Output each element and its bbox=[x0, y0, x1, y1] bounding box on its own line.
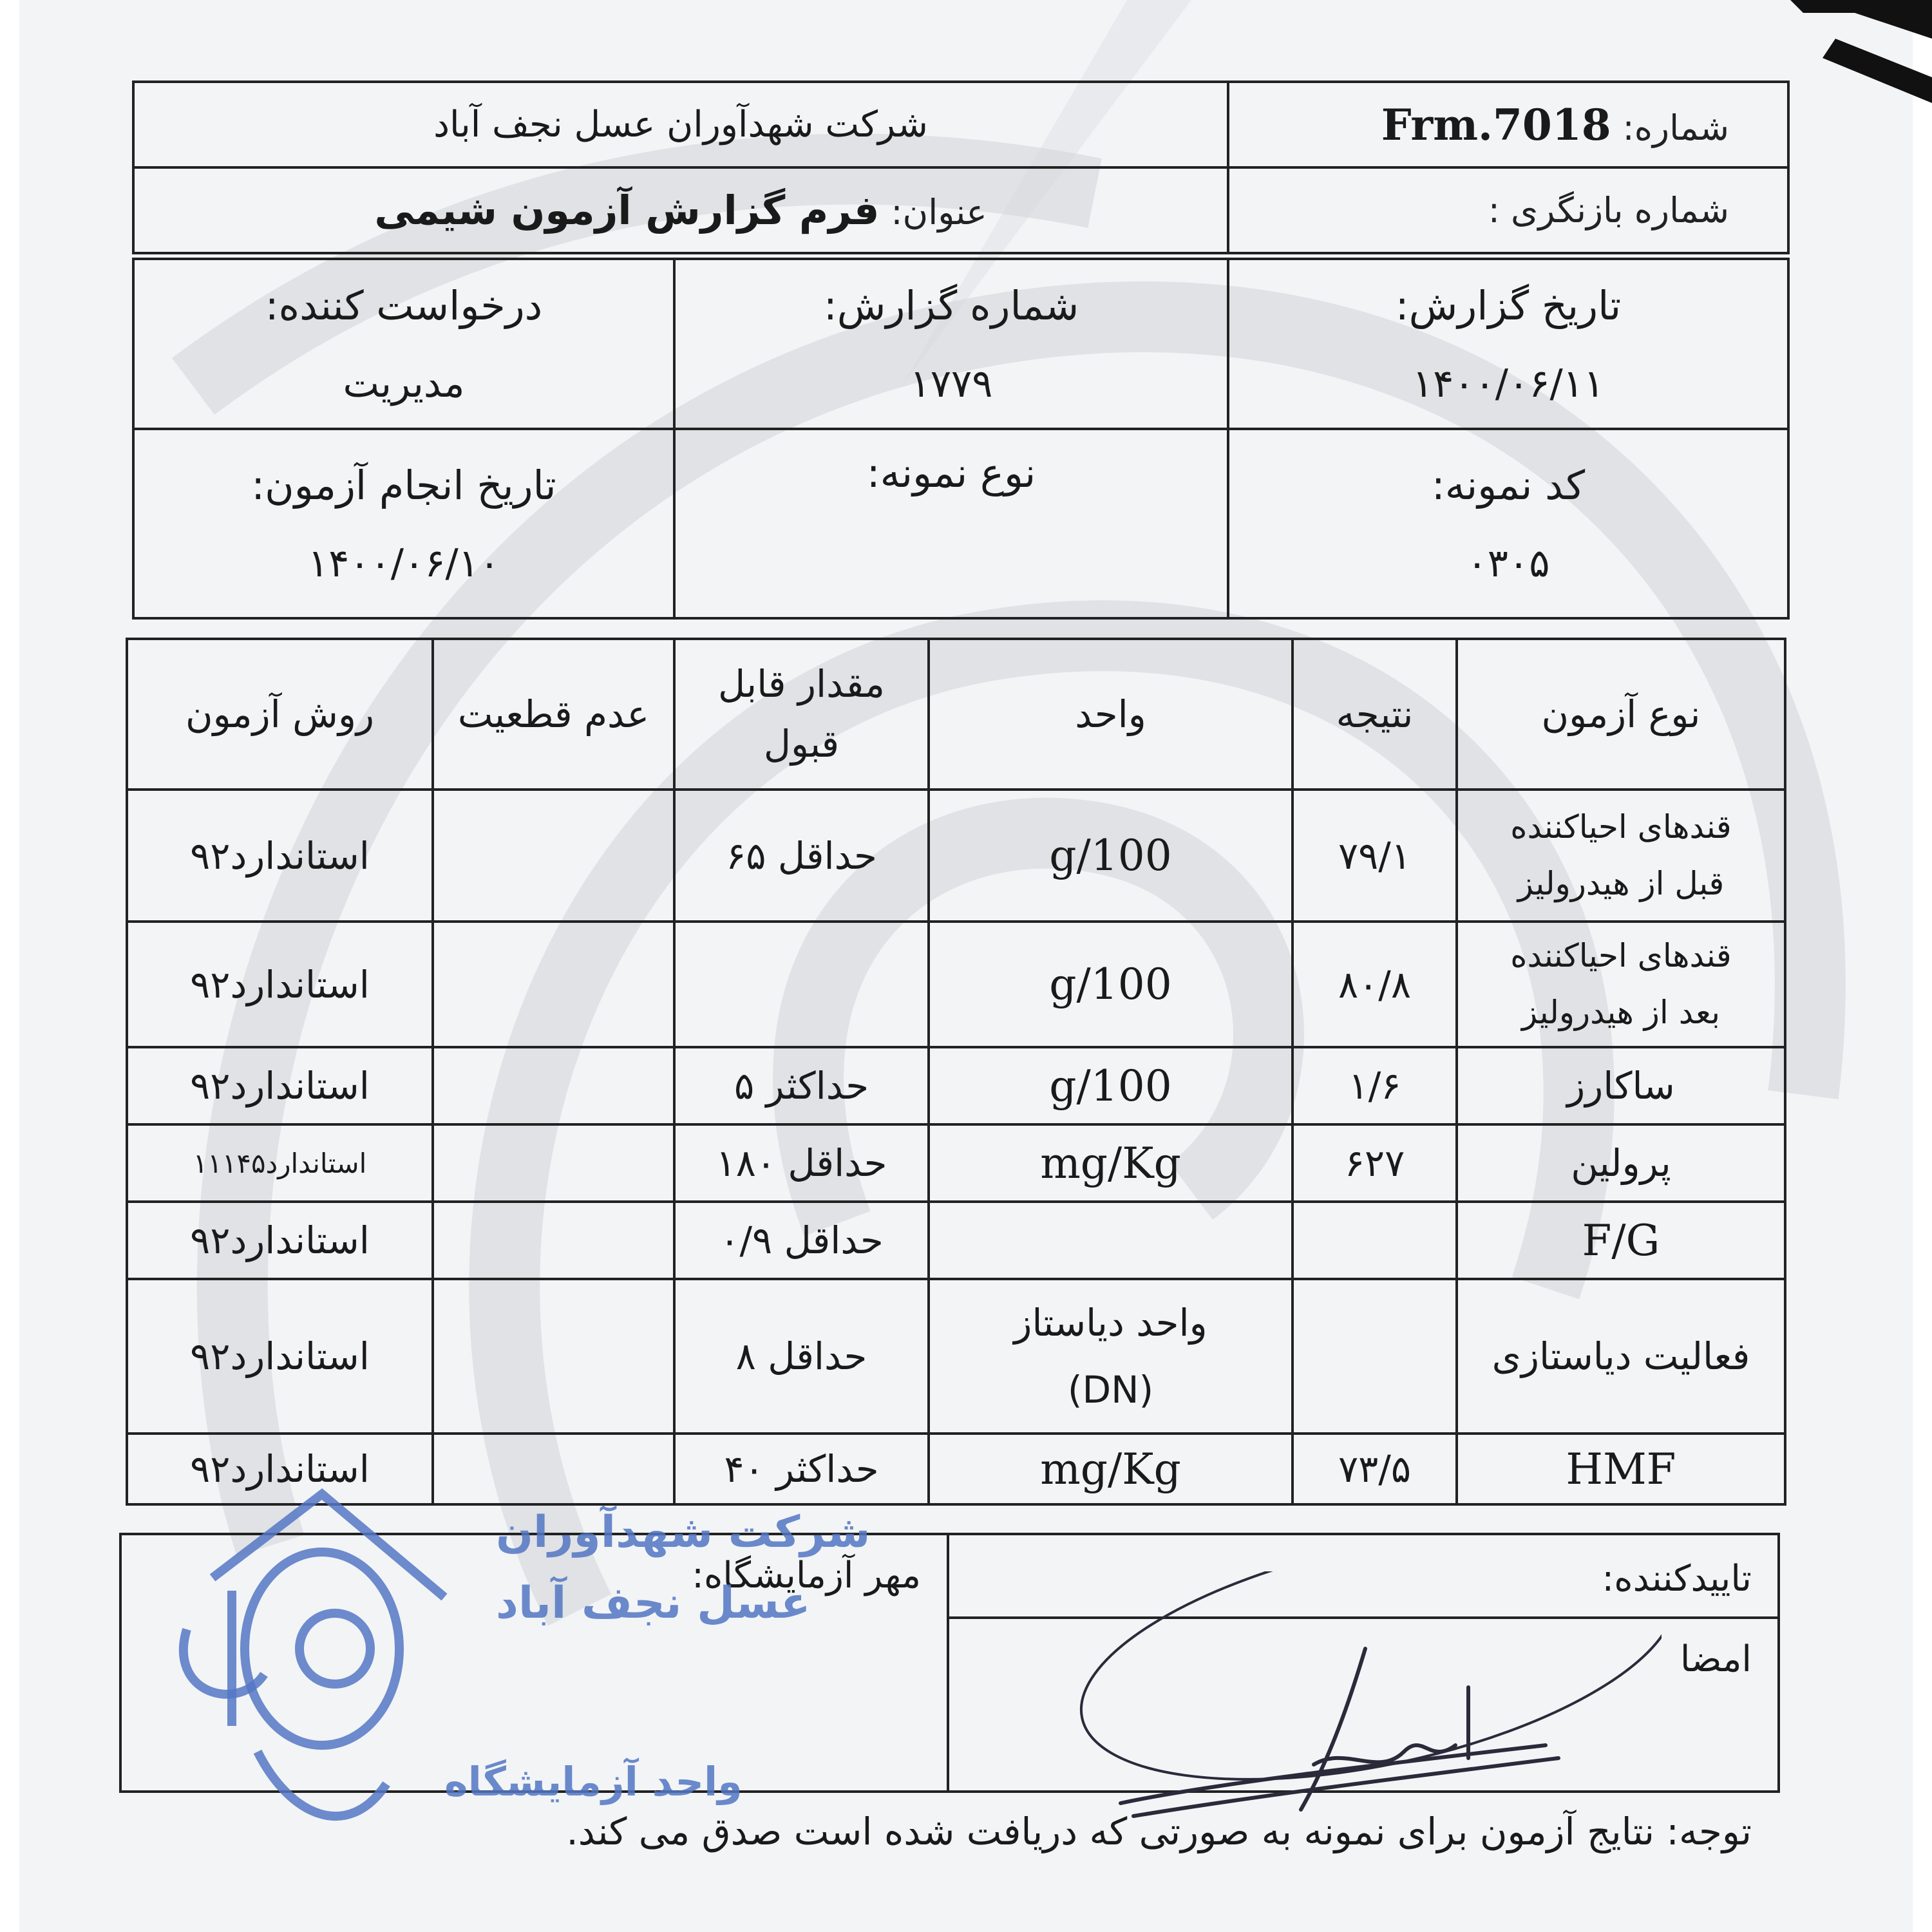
row-test: ساکارز bbox=[1457, 1047, 1785, 1124]
row-unit bbox=[929, 1202, 1293, 1279]
col-method: روش آزمون bbox=[127, 639, 433, 790]
report-date-label: تاریخ گزارش: bbox=[1395, 281, 1622, 329]
company-name: شرکت شهدآوران عسل نجف آباد bbox=[133, 82, 1228, 167]
row-test: قندهای احیاکننده بعد از هیدرولیز bbox=[1457, 922, 1785, 1047]
row-uncertainty bbox=[433, 1047, 674, 1124]
report-number-cell bbox=[674, 259, 1228, 429]
report-number-label: شماره گزارش: bbox=[823, 281, 1079, 329]
row-unit: mg/Kg bbox=[929, 1434, 1293, 1504]
row-test: F/G bbox=[1457, 1202, 1785, 1279]
table-row bbox=[127, 1279, 1785, 1434]
requester-label: درخواست کننده: bbox=[265, 281, 543, 329]
footer-note: توجه: نتایج آزمون برای نمونه به صورتی که دریافت شده است صدق می کند. bbox=[566, 1810, 1752, 1853]
row-unit: mg/Kg bbox=[929, 1124, 1293, 1202]
row-unit: g/100 bbox=[929, 790, 1293, 922]
row-acceptable: حداقل ۱۸۰ bbox=[674, 1124, 929, 1202]
row-acceptable: حداقل ۶۵ bbox=[674, 790, 929, 922]
row-acceptable bbox=[674, 922, 929, 1047]
row-result: ۱/۶ bbox=[1293, 1047, 1457, 1124]
form-title-label: عنوان: bbox=[891, 192, 987, 232]
row-method: استاندارد۱۱۱۴۵ bbox=[127, 1124, 433, 1202]
row-unit: g/100 bbox=[929, 922, 1293, 1047]
form-number-cell bbox=[1228, 82, 1788, 167]
row-result: ۶۲۷ bbox=[1293, 1124, 1457, 1202]
report-info-table bbox=[132, 258, 1790, 620]
results-header-row bbox=[127, 639, 1785, 790]
report-number-value: ۱۷۷۹ bbox=[909, 361, 993, 406]
sample-type-cell bbox=[674, 429, 1228, 618]
stamp-text-line3: واحد آزمایشگاه bbox=[444, 1758, 743, 1805]
test-date-value: ۱۴۰۰/۰۶/۱۰ bbox=[307, 540, 500, 586]
stamp-text-line2: عسل نجف آباد bbox=[496, 1578, 811, 1629]
row-method: استاندارد۹۲ bbox=[127, 1202, 433, 1279]
form-title-value: فرم گزارش آزمون شیمی bbox=[374, 187, 880, 234]
row-unit: g/100 bbox=[929, 1047, 1293, 1124]
row-test: فعالیت دیاستازی bbox=[1457, 1279, 1785, 1434]
results-table bbox=[126, 638, 1786, 1506]
approver-label: تاییدکننده: bbox=[1602, 1558, 1752, 1600]
table-row bbox=[127, 1202, 1785, 1279]
row-acceptable: حداقل ۰/۹ bbox=[674, 1202, 929, 1279]
row-test: HMF bbox=[1457, 1434, 1785, 1504]
row-test: قندهای احیاکننده قبل از هیدرولیز bbox=[1457, 790, 1785, 922]
sample-type-label: نوع نمونه: bbox=[866, 450, 1036, 497]
report-date-cell bbox=[1228, 259, 1788, 429]
row-result: ۷۹/۱ bbox=[1293, 790, 1457, 922]
row-method: استاندارد۹۲ bbox=[127, 790, 433, 922]
col-acceptable: مقدار قابل قبول bbox=[674, 639, 929, 790]
revision-number-cell bbox=[1228, 167, 1788, 253]
corner-mark-icon bbox=[1765, 0, 1932, 109]
table-row bbox=[127, 1124, 1785, 1202]
form-number-label: شماره: bbox=[1622, 107, 1729, 148]
col-test-type: نوع آزمون bbox=[1457, 639, 1785, 790]
row-result bbox=[1293, 1279, 1457, 1434]
row-uncertainty bbox=[433, 1202, 674, 1279]
revision-number-label: شماره بازنگری : bbox=[1488, 190, 1729, 231]
handwritten-signature bbox=[1043, 1571, 1662, 1842]
stamp-text-line1: شرکت شهدآوران bbox=[496, 1507, 871, 1558]
row-result: ۷۳/۵ bbox=[1293, 1434, 1457, 1504]
test-date-cell bbox=[133, 429, 674, 618]
row-acceptable: حداکثر ۵ bbox=[674, 1047, 929, 1124]
row-method: استاندارد۹۲ bbox=[127, 1434, 433, 1504]
row-method: استاندارد۹۲ bbox=[127, 922, 433, 1047]
form-title-cell bbox=[133, 167, 1228, 253]
row-uncertainty bbox=[433, 1279, 674, 1434]
requester-value: مدیریت bbox=[343, 361, 465, 406]
row-result bbox=[1293, 1202, 1457, 1279]
col-unit: واحد bbox=[929, 639, 1293, 790]
row-uncertainty bbox=[433, 790, 674, 922]
form-number-value: Frm.7018 bbox=[1381, 99, 1611, 150]
row-method: استاندارد۹۲ bbox=[127, 1047, 433, 1124]
row-unit: واحد دیاستاز (DN) bbox=[929, 1279, 1293, 1434]
test-date-label: تاریخ انجام آزمون: bbox=[251, 461, 556, 509]
table-row bbox=[127, 1047, 1785, 1124]
sample-code-value: ۰۳۰۵ bbox=[1466, 540, 1550, 586]
sample-code-cell bbox=[1228, 429, 1788, 618]
table-row bbox=[127, 922, 1785, 1047]
row-acceptable: حداقل ۸ bbox=[674, 1279, 929, 1434]
row-uncertainty bbox=[433, 1124, 674, 1202]
requester-cell bbox=[133, 259, 674, 429]
row-uncertainty bbox=[433, 922, 674, 1047]
header-table bbox=[132, 80, 1790, 254]
row-acceptable: حداکثر ۴۰ bbox=[674, 1434, 929, 1504]
sample-code-label: کد نمونه: bbox=[1431, 461, 1586, 509]
row-result: ۸۰/۸ bbox=[1293, 922, 1457, 1047]
table-row bbox=[127, 790, 1785, 922]
col-uncertainty: عدم قطعیت bbox=[433, 639, 674, 790]
report-date-value: ۱۴۰۰/۰۶/۱۱ bbox=[1412, 361, 1605, 406]
lab-stamp-label: مهر آزمایشگاه: bbox=[692, 1555, 921, 1596]
col-result: نتیجه bbox=[1293, 639, 1457, 790]
row-method: استاندارد۹۲ bbox=[127, 1279, 433, 1434]
signature-label: امضا bbox=[1680, 1638, 1752, 1680]
row-test: پرولین bbox=[1457, 1124, 1785, 1202]
